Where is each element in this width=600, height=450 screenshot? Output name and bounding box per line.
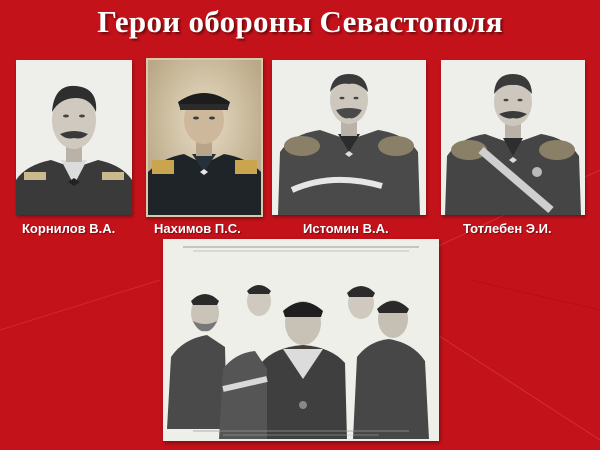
portrait-caption-kornilov: Корнилов В.А. bbox=[22, 221, 116, 236]
portrait-caption-totleben: Тотлебен Э.И. bbox=[463, 221, 552, 236]
portrait-caption-nakhimov: Нахимов П.С. bbox=[154, 221, 241, 236]
slide-title: Герои обороны Севастополя bbox=[97, 4, 503, 39]
portrait-kornilov bbox=[16, 60, 132, 215]
portrait-caption-istomin: Истомин В.А. bbox=[303, 221, 389, 236]
portrait-istomin bbox=[272, 60, 426, 215]
portrait-totleben bbox=[441, 60, 585, 215]
portrait-nakhimov bbox=[146, 58, 263, 217]
group-portrait-sailors bbox=[163, 239, 439, 441]
